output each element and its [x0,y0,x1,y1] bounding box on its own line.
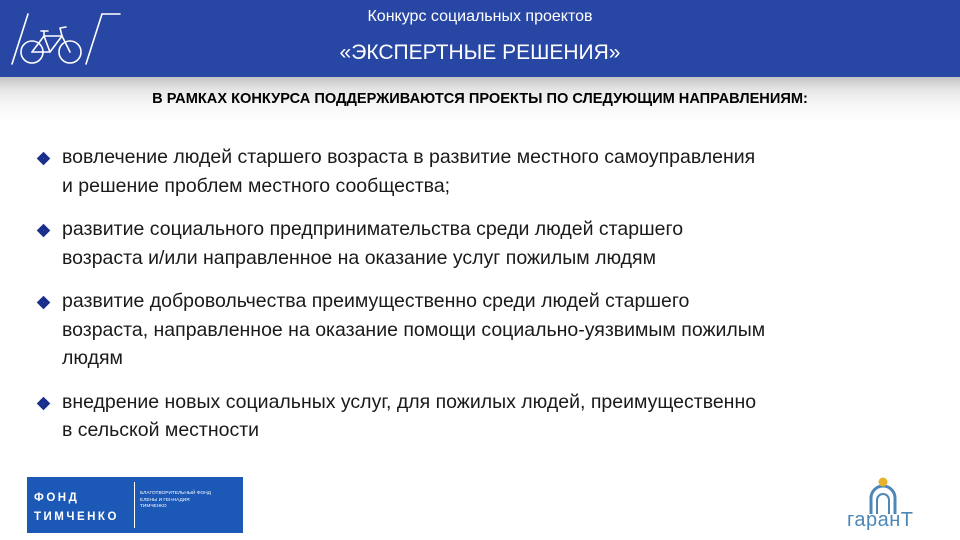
list-item-line: развитие социального предпринимательства среди людей старшего [62,218,684,240]
list-item [36,388,941,445]
list-item-line: людям [62,347,123,369]
diamond-bullet-icon [36,295,51,310]
bicycle-icon [8,8,126,70]
foundation-description-line: БЛАГОТВОРИТЕЛЬНЫЙ ФОНД [140,491,211,496]
list-item-line: возраста и/или направленное на оказание услуг пожилым людям [62,246,657,269]
diamond-bullet-icon [36,223,51,238]
header-bar [0,0,960,77]
foundation-name-line: ТИМЧЕНКО [34,511,119,523]
contest-subtitle: Конкурс социальных проектов [367,8,593,25]
list-item-line: развитие добровольчества преимущественно среди людей старшего [62,290,690,312]
foundation-name-line: ФОНД [34,492,80,504]
contest-title: «ЭКСПЕРТНЫЕ РЕШЕНИЯ» [339,41,621,64]
garant-logo-text: гаранТ [847,509,914,531]
list-item [36,287,941,373]
foundation-description [140,491,240,511]
foundation-description-line: ЕЛЕНЫ И ГЕННАДИЯ [140,497,190,503]
diamond-bullet-icon [36,151,51,166]
diamond-bullet-icon [36,396,51,411]
section-heading: В РАМКАХ КОНКУРСА ПОДДЕРЖИВАЮТСЯ ПРОЕКТЫ ПО СЛЕДУЮЩИМ НАПРАВЛЕНИЯМ: [152,91,808,107]
list-item-line: внедрение новых социальных услуг, для пожилых людей, преимущественно [62,390,757,413]
logo-divider [134,482,135,528]
list-item [36,143,941,200]
foundation-name [34,489,119,527]
foundation-description-line: ТИМЧЕНКО [140,504,167,510]
list-item-line: возраста, направленное на оказание помощи социально-уязвимым пожилым [62,318,766,341]
list-item [36,215,941,272]
timchenko-foundation-logo [27,477,243,533]
list-item-line: и решение проблем местного сообщества; [62,174,451,197]
directions-list [36,143,941,460]
list-item-line: в сельской местности [62,419,260,441]
list-item-line: вовлечение людей старшего возраста в развитие местного самоуправления [62,146,756,168]
